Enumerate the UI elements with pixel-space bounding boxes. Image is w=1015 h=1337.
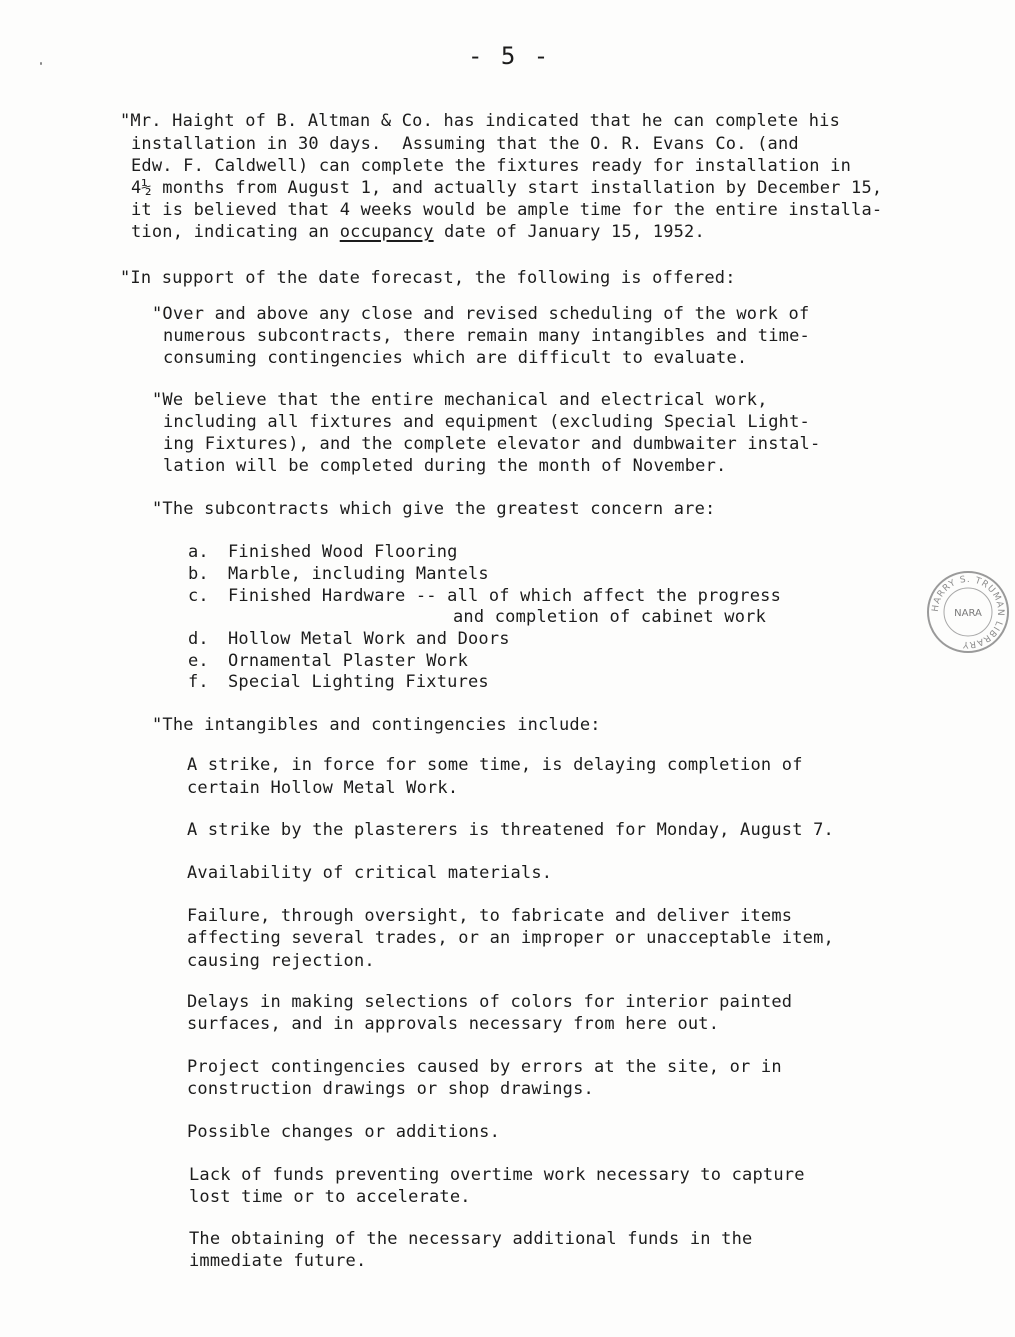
paragraph-1-line-4: 4½ months from August 1, and actually start installation by December 15, xyxy=(131,178,883,198)
contingency-7: Possible changes or additions. xyxy=(187,1122,501,1142)
contingency-4-line-2: affecting several trades, or an improper or unacceptable item, xyxy=(187,928,834,948)
contingency-8-line-1: Lack of funds preventing overtime work necessary to capture xyxy=(189,1165,805,1185)
subcontract-item-f: Special Lighting Fixtures xyxy=(228,672,489,692)
paragraph-4-line-3: ing Fixtures), and the complete elevator and dumbwaiter instal- xyxy=(163,434,821,454)
contingency-2: A strike by the plasterers is threatened for Monday, August 7. xyxy=(187,820,834,840)
contingency-4-line-3: causing rejection. xyxy=(187,951,375,971)
paragraph-1-line-3: Edw. F. Caldwell) can complete the fixtures ready for installation in xyxy=(131,156,852,176)
paragraph-4-line-1: "We believe that the entire mechanical and electrical work, xyxy=(152,390,768,410)
line-6-suffix: date of January 15, 1952. xyxy=(433,222,705,242)
paragraph-4-line-4: lation will be completed during the month of November. xyxy=(163,456,727,476)
contingency-8-line-2: lost time or to accelerate. xyxy=(189,1187,471,1207)
contingency-6-line-1: Project contingencies caused by errors at the site, or in xyxy=(187,1057,782,1077)
paper-speck xyxy=(40,62,42,65)
paragraph-2: "In support of the date forecast, the following is offered: xyxy=(120,268,736,288)
occupancy-underlined-word: occupancy xyxy=(339,222,434,242)
contingency-1-line-1: A strike, in force for some time, is delaying completion of xyxy=(187,755,803,775)
stamp-center-text: NARA xyxy=(954,608,982,619)
subcontract-letter-a: a. xyxy=(188,542,209,562)
contingency-5-line-2: surfaces, and in approvals necessary from here out. xyxy=(187,1014,720,1034)
contingency-1-line-2: certain Hollow Metal Work. xyxy=(187,778,459,798)
paragraph-4-line-2: including all fixtures and equipment (excluding Special Light- xyxy=(163,412,810,432)
subcontract-letter-e: e. xyxy=(188,651,209,671)
contingency-3: Availability of critical materials. xyxy=(187,863,553,883)
paragraph-6: "The intangibles and contingencies include: xyxy=(152,715,601,735)
contingency-9-line-1: The obtaining of the necessary additional funds in the xyxy=(189,1229,753,1249)
stamp-seal-icon xyxy=(926,570,1010,654)
contingency-9-line-2: immediate future. xyxy=(189,1251,367,1271)
subcontract-item-c: Finished Hardware -- all of which affect the progress xyxy=(228,586,782,606)
subcontract-item-a: Finished Wood Flooring xyxy=(228,542,458,562)
stamp-ring-text: HARRY S. TRUMAN LIBRARY xyxy=(930,574,1006,650)
subcontract-letter-b: b. xyxy=(188,564,209,584)
paragraph-1-line-6 xyxy=(131,221,705,243)
paragraph-3-line-1: "Over and above any close and revised scheduling of the work of xyxy=(152,304,810,324)
page-number: - 5 - xyxy=(468,42,551,70)
paragraph-1-line-2: installation in 30 days. Assuming that the O. R. Evans Co. (and xyxy=(131,134,799,154)
paragraph-3-line-3: consuming contingencies which are difficult to evaluate. xyxy=(163,348,748,368)
subcontract-letter-f: f. xyxy=(188,672,209,692)
contingency-4-line-1: Failure, through oversight, to fabricate and deliver items xyxy=(187,906,793,926)
subcontract-item-d: Hollow Metal Work and Doors xyxy=(228,629,510,649)
subcontract-item-e: Ornamental Plaster Work xyxy=(228,651,469,671)
contingency-5-line-1: Delays in making selections of colors for interior painted xyxy=(187,992,793,1012)
paragraph-5: "The subcontracts which give the greatest concern are: xyxy=(152,499,716,519)
contingency-6-line-2: construction drawings or shop drawings. xyxy=(187,1079,594,1099)
paragraph-3-line-2: numerous subcontracts, there remain many intangibles and time- xyxy=(163,326,810,346)
truman-library-stamp xyxy=(926,570,1010,654)
subcontract-letter-c: c. xyxy=(188,586,209,606)
subcontract-letter-d: d. xyxy=(188,629,209,649)
paragraph-1-line-5: it is believed that 4 weeks would be ample time for the entire installa- xyxy=(131,200,883,220)
subcontract-item-c-continued: and completion of cabinet work xyxy=(453,607,767,627)
line-6-prefix: tion, indicating an xyxy=(131,222,340,242)
paragraph-1-line-1: "Mr. Haight of B. Altman & Co. has indicated that he can complete his xyxy=(120,111,841,131)
subcontract-item-b: Marble, including Mantels xyxy=(228,564,489,584)
